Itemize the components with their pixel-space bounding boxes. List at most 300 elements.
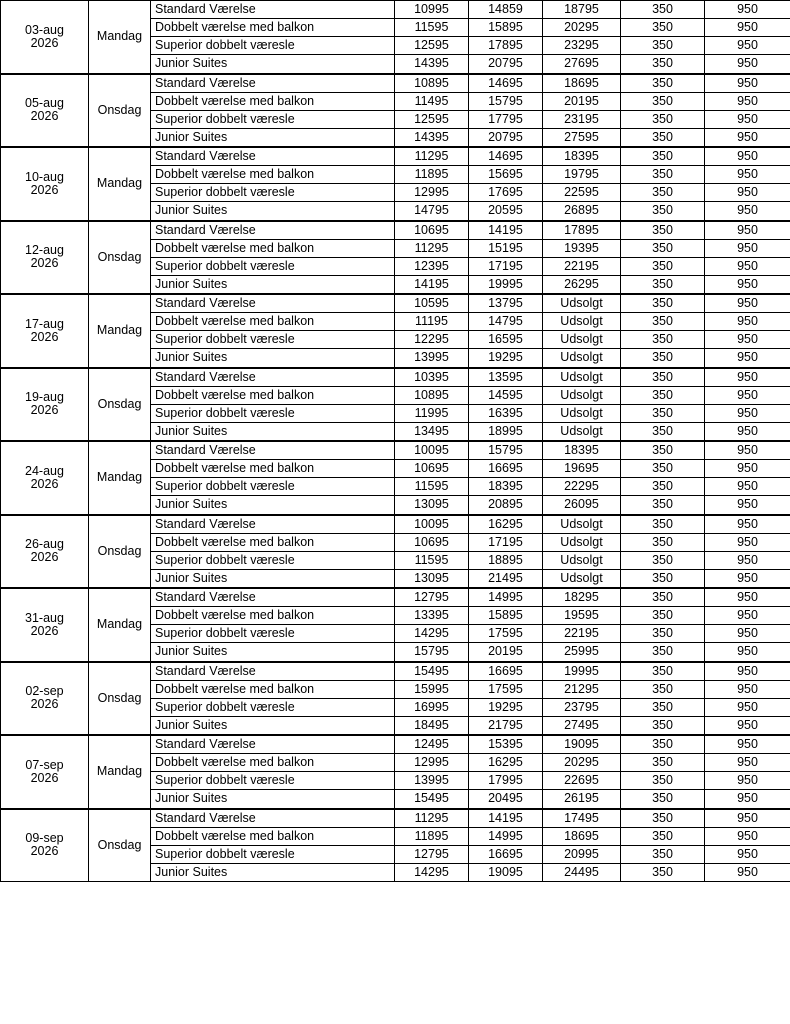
price-cell-2: 13795 (469, 294, 543, 313)
price-cell-2: 17795 (469, 110, 543, 128)
price-cell-2: 14695 (469, 147, 543, 166)
room-type-cell: Junior Suites (151, 569, 395, 588)
price-cell-1: 14295 (395, 625, 469, 643)
price-cell-5: 950 (705, 643, 790, 662)
date-day-month: 05-aug (25, 96, 64, 111)
price-cell-3: 27695 (543, 55, 621, 74)
price-cell-2: 16695 (469, 460, 543, 478)
price-cell-4: 350 (621, 735, 705, 754)
price-cell-1: 15495 (395, 662, 469, 681)
table-row (1, 147, 790, 166)
price-cell-5: 950 (705, 569, 790, 588)
price-cell-4: 350 (621, 698, 705, 716)
room-type-cell: Junior Suites (151, 422, 395, 441)
price-cell-2: 13595 (469, 368, 543, 387)
price-cell-5: 950 (705, 827, 790, 845)
price-cell-3: 18695 (543, 74, 621, 93)
price-cell-3: 18395 (543, 441, 621, 460)
price-cell-1: 18495 (395, 716, 469, 735)
price-cell-1: 12495 (395, 735, 469, 754)
price-cell-1: 11595 (395, 19, 469, 37)
price-cell-4: 350 (621, 349, 705, 368)
date-year: 2026 (30, 403, 59, 418)
price-cell-4: 350 (621, 313, 705, 331)
price-cell-2: 16695 (469, 845, 543, 863)
price-cell-2: 19295 (469, 698, 543, 716)
price-cell-1: 12295 (395, 331, 469, 349)
room-type-cell: Junior Suites (151, 863, 395, 881)
date-year: 2026 (30, 35, 59, 50)
price-cell-2: 20795 (469, 128, 543, 147)
weekday-cell: Mandag (89, 294, 151, 368)
price-cell-4: 350 (621, 845, 705, 863)
price-cell-3: 23795 (543, 698, 621, 716)
price-cell-4: 350 (621, 110, 705, 128)
price-cell-4: 350 (621, 716, 705, 735)
price-cell-1: 10695 (395, 460, 469, 478)
price-cell-3: 18795 (543, 1, 621, 19)
room-type-cell: Standard Værelse (151, 1, 395, 19)
price-cell-3: 26095 (543, 496, 621, 515)
price-cell-1: 13995 (395, 349, 469, 368)
price-cell-4: 350 (621, 754, 705, 772)
price-cell-5: 950 (705, 184, 790, 202)
price-cell-5: 950 (705, 386, 790, 404)
price-cell-3: 27595 (543, 128, 621, 147)
price-cell-5: 950 (705, 478, 790, 496)
price-cell-1: 11895 (395, 827, 469, 845)
price-cell-4: 350 (621, 569, 705, 588)
room-type-cell: Standard Værelse (151, 515, 395, 534)
price-cell-5: 950 (705, 460, 790, 478)
room-type-cell: Dobbelt værelse med balkon (151, 460, 395, 478)
price-cell-2: 17595 (469, 680, 543, 698)
price-cell-5: 950 (705, 349, 790, 368)
price-cell-5: 950 (705, 515, 790, 534)
price-cell-5: 950 (705, 110, 790, 128)
date-day-month: 09-sep (25, 831, 64, 846)
room-type-cell: Standard Værelse (151, 662, 395, 681)
price-cell-2: 16295 (469, 515, 543, 534)
price-cell-2: 14595 (469, 386, 543, 404)
price-cell-1: 10895 (395, 74, 469, 93)
price-cell-1: 15495 (395, 790, 469, 809)
price-cell-4: 350 (621, 404, 705, 422)
price-cell-1: 14795 (395, 202, 469, 221)
price-cell-5: 950 (705, 588, 790, 607)
date-year: 2026 (30, 770, 59, 785)
price-cell-4: 350 (621, 331, 705, 349)
price-cell-3: Udsolgt (543, 569, 621, 588)
date-year: 2026 (30, 476, 59, 491)
room-type-cell: Superior dobbelt væresle (151, 110, 395, 128)
price-cell-5: 950 (705, 128, 790, 147)
room-type-cell: Junior Suites (151, 790, 395, 809)
price-cell-4: 350 (621, 368, 705, 387)
price-cell-1: 16995 (395, 698, 469, 716)
table-row (1, 221, 790, 240)
rates-table-body (1, 1, 790, 882)
price-cell-5: 950 (705, 313, 790, 331)
price-cell-4: 350 (621, 422, 705, 441)
date-cell (1, 809, 89, 882)
price-cell-2: 14695 (469, 74, 543, 93)
price-cell-1: 15995 (395, 680, 469, 698)
price-cell-4: 350 (621, 588, 705, 607)
price-cell-4: 350 (621, 790, 705, 809)
price-cell-5: 950 (705, 441, 790, 460)
price-cell-3: 22195 (543, 625, 621, 643)
room-type-cell: Superior dobbelt væresle (151, 772, 395, 790)
room-type-cell: Junior Suites (151, 202, 395, 221)
room-type-cell: Standard Værelse (151, 368, 395, 387)
price-cell-1: 10095 (395, 441, 469, 460)
price-cell-2: 18995 (469, 422, 543, 441)
price-cell-3: 18395 (543, 147, 621, 166)
price-cell-5: 950 (705, 625, 790, 643)
weekday-cell: Onsdag (89, 74, 151, 148)
price-cell-5: 950 (705, 1, 790, 19)
price-cell-4: 350 (621, 74, 705, 93)
table-row (1, 1, 790, 19)
room-type-cell: Junior Suites (151, 275, 395, 294)
price-cell-5: 950 (705, 37, 790, 55)
price-cell-2: 17595 (469, 625, 543, 643)
room-type-cell: Superior dobbelt væresle (151, 845, 395, 863)
price-cell-4: 350 (621, 460, 705, 478)
price-cell-5: 950 (705, 754, 790, 772)
date-cell (1, 441, 89, 515)
price-cell-3: 20995 (543, 845, 621, 863)
price-cell-2: 20895 (469, 496, 543, 515)
price-cell-5: 950 (705, 239, 790, 257)
price-cell-4: 350 (621, 607, 705, 625)
price-cell-5: 950 (705, 55, 790, 74)
price-cell-5: 950 (705, 680, 790, 698)
price-cell-4: 350 (621, 478, 705, 496)
price-cell-3: Udsolgt (543, 349, 621, 368)
room-type-cell: Dobbelt værelse med balkon (151, 386, 395, 404)
room-type-cell: Standard Værelse (151, 441, 395, 460)
price-cell-2: 19995 (469, 275, 543, 294)
price-cell-1: 13995 (395, 772, 469, 790)
price-cell-3: 19395 (543, 239, 621, 257)
table-row (1, 515, 790, 534)
price-cell-1: 14395 (395, 128, 469, 147)
date-cell (1, 147, 89, 221)
price-cell-4: 350 (621, 680, 705, 698)
price-cell-4: 350 (621, 37, 705, 55)
price-cell-1: 13395 (395, 607, 469, 625)
price-cell-4: 350 (621, 92, 705, 110)
price-cell-4: 350 (621, 496, 705, 515)
price-cell-5: 950 (705, 735, 790, 754)
price-cell-1: 11495 (395, 92, 469, 110)
date-day-month: 12-aug (25, 243, 64, 258)
price-cell-2: 17195 (469, 533, 543, 551)
price-cell-5: 950 (705, 257, 790, 275)
price-cell-3: 22195 (543, 257, 621, 275)
price-cell-4: 350 (621, 239, 705, 257)
price-cell-1: 12995 (395, 184, 469, 202)
price-cell-1: 10995 (395, 1, 469, 19)
price-cell-4: 350 (621, 128, 705, 147)
price-cell-1: 12995 (395, 754, 469, 772)
date-cell (1, 735, 89, 809)
price-cell-1: 14195 (395, 275, 469, 294)
date-year: 2026 (30, 256, 59, 271)
room-type-cell: Standard Værelse (151, 74, 395, 93)
price-cell-5: 950 (705, 221, 790, 240)
room-type-cell: Superior dobbelt væresle (151, 551, 395, 569)
room-type-cell: Superior dobbelt væresle (151, 478, 395, 496)
room-type-cell: Dobbelt værelse med balkon (151, 754, 395, 772)
price-cell-1: 10695 (395, 533, 469, 551)
room-type-cell: Junior Suites (151, 496, 395, 515)
price-cell-4: 350 (621, 55, 705, 74)
price-cell-1: 11195 (395, 313, 469, 331)
room-type-cell: Dobbelt værelse med balkon (151, 607, 395, 625)
price-cell-5: 950 (705, 551, 790, 569)
price-cell-2: 20195 (469, 643, 543, 662)
date-day-month: 02-sep (25, 684, 64, 699)
price-cell-3: Udsolgt (543, 551, 621, 569)
price-cell-2: 21795 (469, 716, 543, 735)
price-cell-4: 350 (621, 147, 705, 166)
price-cell-2: 15795 (469, 441, 543, 460)
room-type-cell: Junior Suites (151, 55, 395, 74)
price-cell-3: 26295 (543, 275, 621, 294)
price-cell-5: 950 (705, 422, 790, 441)
price-cell-4: 350 (621, 19, 705, 37)
price-cell-4: 350 (621, 515, 705, 534)
price-cell-5: 950 (705, 716, 790, 735)
price-cell-3: Udsolgt (543, 422, 621, 441)
price-cell-2: 21495 (469, 569, 543, 588)
price-cell-4: 350 (621, 202, 705, 221)
price-cell-2: 15195 (469, 239, 543, 257)
room-type-cell: Superior dobbelt væresle (151, 625, 395, 643)
table-row (1, 588, 790, 607)
room-type-cell: Standard Værelse (151, 221, 395, 240)
price-cell-1: 11595 (395, 478, 469, 496)
price-cell-5: 950 (705, 496, 790, 515)
weekday-cell: Onsdag (89, 368, 151, 442)
weekday-cell: Mandag (89, 588, 151, 662)
date-year: 2026 (30, 550, 59, 565)
price-cell-5: 950 (705, 863, 790, 881)
price-cell-2: 18395 (469, 478, 543, 496)
weekday-cell: Onsdag (89, 515, 151, 589)
price-cell-5: 950 (705, 331, 790, 349)
date-cell (1, 515, 89, 589)
date-cell (1, 368, 89, 442)
room-type-cell: Junior Suites (151, 643, 395, 662)
price-cell-1: 13095 (395, 496, 469, 515)
price-cell-2: 20795 (469, 55, 543, 74)
date-year: 2026 (30, 844, 59, 859)
price-cell-3: Udsolgt (543, 386, 621, 404)
price-cell-5: 950 (705, 166, 790, 184)
price-cell-2: 17995 (469, 772, 543, 790)
weekday-cell: Mandag (89, 735, 151, 809)
price-cell-4: 350 (621, 257, 705, 275)
price-cell-4: 350 (621, 1, 705, 19)
price-cell-3: 22595 (543, 184, 621, 202)
date-day-month: 07-sep (25, 757, 64, 772)
price-cell-3: Udsolgt (543, 294, 621, 313)
date-day-month: 03-aug (25, 22, 64, 37)
room-type-cell: Superior dobbelt væresle (151, 404, 395, 422)
room-type-cell: Dobbelt værelse med balkon (151, 313, 395, 331)
weekday-cell: Mandag (89, 1, 151, 74)
price-cell-5: 950 (705, 698, 790, 716)
room-type-cell: Standard Værelse (151, 294, 395, 313)
room-type-cell: Standard Værelse (151, 735, 395, 754)
price-cell-4: 350 (621, 533, 705, 551)
price-cell-4: 350 (621, 294, 705, 313)
price-cell-3: 17495 (543, 809, 621, 828)
price-cell-2: 15795 (469, 92, 543, 110)
room-type-cell: Superior dobbelt væresle (151, 331, 395, 349)
price-cell-2: 17695 (469, 184, 543, 202)
price-cell-3: 18695 (543, 827, 621, 845)
price-cell-1: 11595 (395, 551, 469, 569)
date-year: 2026 (30, 329, 59, 344)
price-cell-2: 15695 (469, 166, 543, 184)
price-cell-1: 11295 (395, 147, 469, 166)
price-cell-1: 10695 (395, 221, 469, 240)
price-cell-4: 350 (621, 662, 705, 681)
room-type-cell: Junior Suites (151, 128, 395, 147)
price-cell-4: 350 (621, 809, 705, 828)
price-cell-1: 11295 (395, 239, 469, 257)
price-cell-3: 19595 (543, 607, 621, 625)
price-cell-5: 950 (705, 772, 790, 790)
price-cell-3: Udsolgt (543, 313, 621, 331)
price-cell-4: 350 (621, 221, 705, 240)
room-type-cell: Standard Værelse (151, 588, 395, 607)
price-cell-1: 14295 (395, 863, 469, 881)
room-type-cell: Junior Suites (151, 716, 395, 735)
room-type-cell: Dobbelt værelse med balkon (151, 239, 395, 257)
price-cell-5: 950 (705, 294, 790, 313)
price-cell-2: 16395 (469, 404, 543, 422)
price-cell-2: 14795 (469, 313, 543, 331)
price-cell-4: 350 (621, 441, 705, 460)
date-cell (1, 588, 89, 662)
price-cell-2: 14195 (469, 221, 543, 240)
table-row (1, 735, 790, 754)
price-cell-3: Udsolgt (543, 368, 621, 387)
price-cell-5: 950 (705, 404, 790, 422)
price-cell-3: Udsolgt (543, 515, 621, 534)
price-cell-5: 950 (705, 533, 790, 551)
price-cell-2: 16295 (469, 754, 543, 772)
price-cell-3: 22295 (543, 478, 621, 496)
price-cell-3: 23195 (543, 110, 621, 128)
price-cell-2: 16595 (469, 331, 543, 349)
price-cell-1: 11995 (395, 404, 469, 422)
price-cell-2: 17895 (469, 37, 543, 55)
price-cell-5: 950 (705, 147, 790, 166)
price-cell-5: 950 (705, 662, 790, 681)
price-cell-5: 950 (705, 790, 790, 809)
price-cell-4: 350 (621, 386, 705, 404)
price-cell-4: 350 (621, 184, 705, 202)
price-cell-2: 15395 (469, 735, 543, 754)
table-row (1, 294, 790, 313)
price-cell-1: 10395 (395, 368, 469, 387)
price-cell-3: 25995 (543, 643, 621, 662)
price-cell-1: 12595 (395, 37, 469, 55)
price-cell-5: 950 (705, 92, 790, 110)
room-type-cell: Superior dobbelt væresle (151, 257, 395, 275)
price-cell-2: 20595 (469, 202, 543, 221)
room-type-cell: Junior Suites (151, 349, 395, 368)
date-cell (1, 1, 89, 74)
price-cell-5: 950 (705, 368, 790, 387)
price-cell-3: 27495 (543, 716, 621, 735)
price-cell-1: 11895 (395, 166, 469, 184)
room-type-cell: Dobbelt værelse med balkon (151, 680, 395, 698)
price-cell-1: 11295 (395, 809, 469, 828)
price-cell-2: 19095 (469, 863, 543, 881)
price-cell-3: Udsolgt (543, 331, 621, 349)
room-type-cell: Superior dobbelt væresle (151, 698, 395, 716)
room-type-cell: Dobbelt værelse med balkon (151, 533, 395, 551)
price-cell-1: 12795 (395, 588, 469, 607)
date-year: 2026 (30, 697, 59, 712)
price-cell-4: 350 (621, 551, 705, 569)
price-cell-2: 18895 (469, 551, 543, 569)
date-day-month: 19-aug (25, 390, 64, 405)
price-cell-5: 950 (705, 202, 790, 221)
price-cell-2: 14995 (469, 827, 543, 845)
price-cell-5: 950 (705, 74, 790, 93)
price-cell-3: 24495 (543, 863, 621, 881)
table-row (1, 74, 790, 93)
weekday-cell: Onsdag (89, 809, 151, 882)
price-cell-2: 15895 (469, 607, 543, 625)
weekday-cell: Onsdag (89, 662, 151, 736)
room-type-cell: Standard Værelse (151, 809, 395, 828)
price-cell-1: 10095 (395, 515, 469, 534)
table-row (1, 368, 790, 387)
date-cell (1, 294, 89, 368)
price-cell-3: 19095 (543, 735, 621, 754)
price-cell-4: 350 (621, 166, 705, 184)
weekday-cell: Onsdag (89, 221, 151, 295)
price-cell-3: 17895 (543, 221, 621, 240)
table-row (1, 441, 790, 460)
price-cell-4: 350 (621, 625, 705, 643)
price-cell-2: 19295 (469, 349, 543, 368)
room-type-cell: Dobbelt værelse med balkon (151, 92, 395, 110)
price-cell-4: 350 (621, 863, 705, 881)
table-row (1, 809, 790, 828)
date-day-month: 10-aug (25, 169, 64, 184)
price-cell-5: 950 (705, 809, 790, 828)
price-cell-2: 14995 (469, 588, 543, 607)
price-cell-1: 12595 (395, 110, 469, 128)
date-cell (1, 74, 89, 148)
date-day-month: 17-aug (25, 316, 64, 331)
table-row (1, 662, 790, 681)
price-cell-5: 950 (705, 19, 790, 37)
price-cell-3: 21295 (543, 680, 621, 698)
price-cell-2: 20495 (469, 790, 543, 809)
